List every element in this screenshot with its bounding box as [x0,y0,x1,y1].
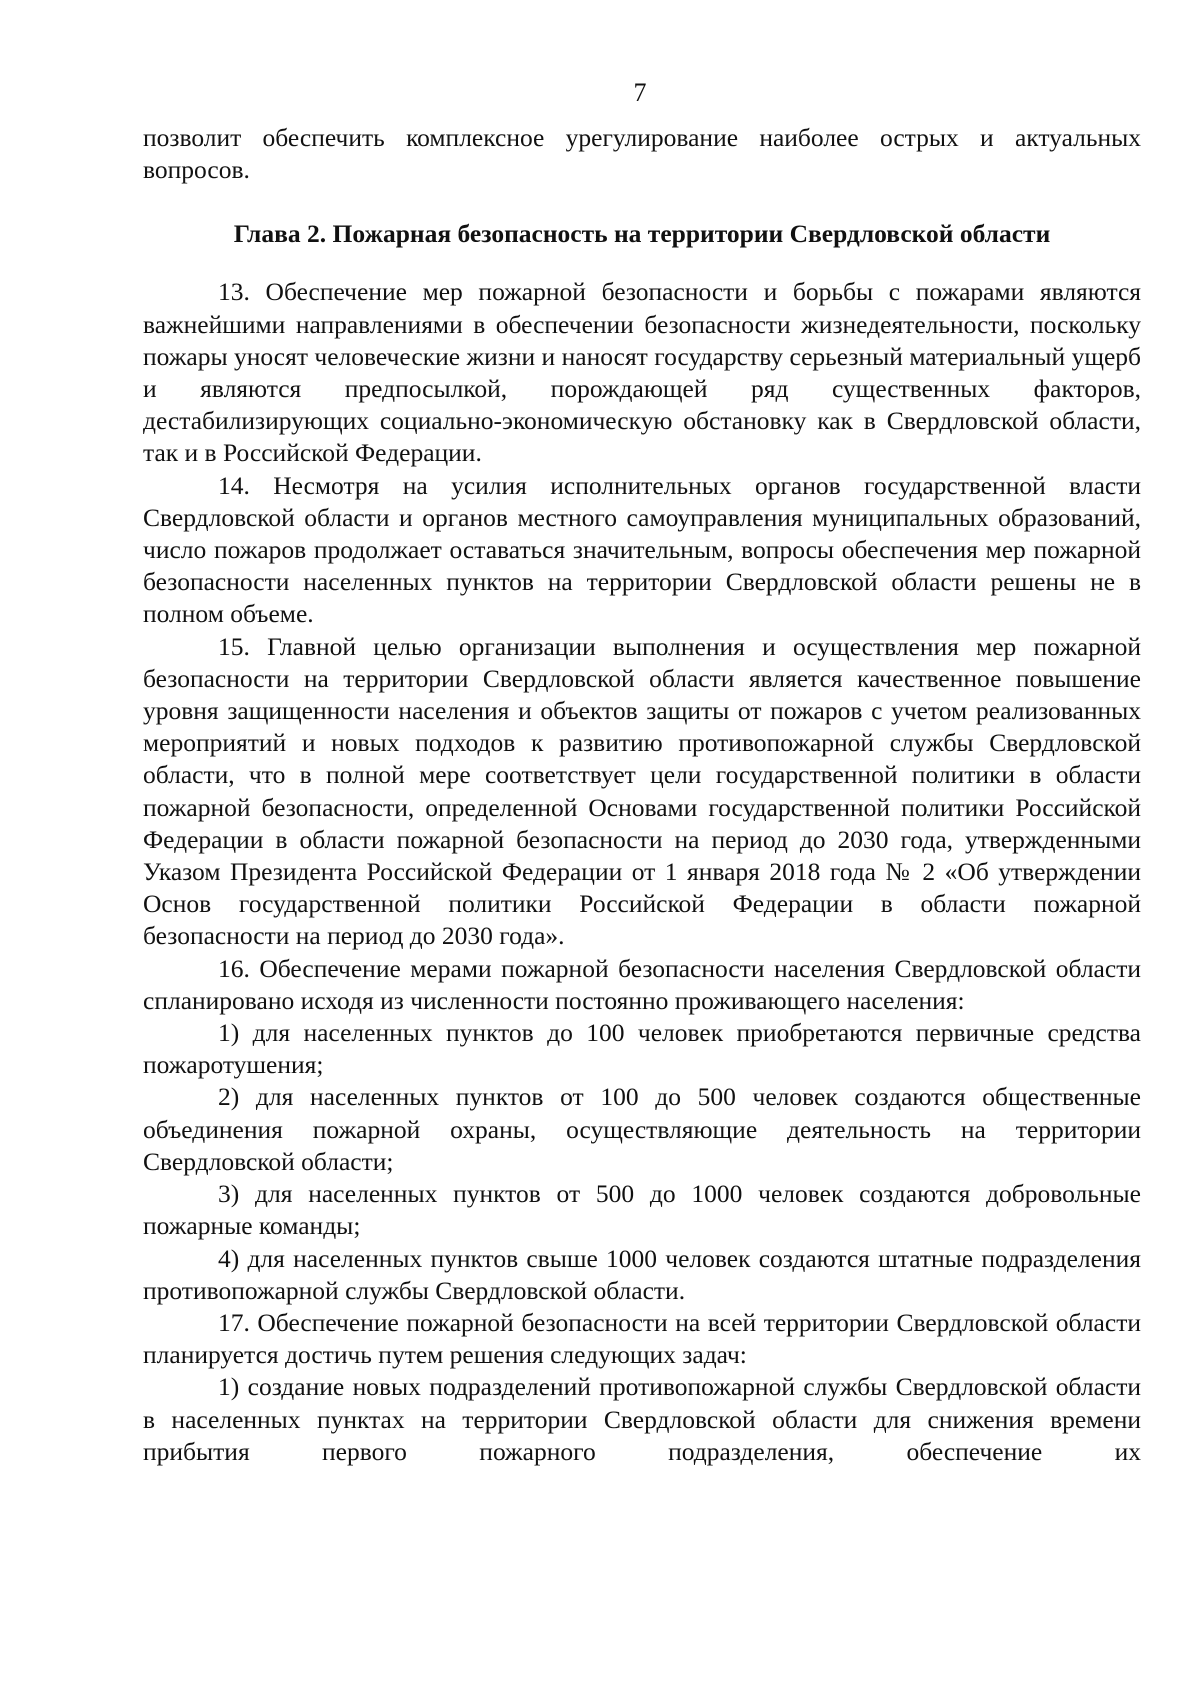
list-item-16-2: 2) для населенных пунктов от 100 до 500 человек создаются общественные объединения пожарной охраны, осуществляющие деятельность на территории Свердловской области; [143,1082,1141,1176]
paragraph-17: 17. Обеспечение пожарной безопасности на всей территории Свердловской области планируется достичь путем решения следующих задач: [143,1307,1141,1370]
paragraph-15: 15. Главной целью организации выполнения и осуществления мер пожарной безопасности на территории Свердловской области является качественное повышение уровня защищенности населения и объектов защиты от пожаров с учетом реализованных мероприятий и новых подходов к развитию противопожарной службы Свердловской области, что в полной мере соответствует цели государственной политики в области пожарной безопасности, определенной Основами государственной политики Российской Федерации в области пожарной безопасности на период до 2030 года, утвержденными Указом Президента Российской Федерации от 1 января 2018 года № 2 «Об утверждении Основ государственной политики Российской Федерации в области пожарной безопасности на период до 2030 года». [143,631,1141,951]
intro-paragraph: позволит обеспечить комплексное урегулирование наиболее острых и актуальных вопросов. [143,123,1141,185]
list-item-16-4: 4) для населенных пунктов свыше 1000 человек создаются штатные подразделения противопожарной службы Свердловской области. [143,1243,1141,1305]
list-item-16-1: 1) для населенных пунктов до 100 человек приобретаются первичные средства пожаротушения; [143,1018,1141,1080]
chapter-heading: Глава 2. Пожарная безопасность на территории Свердловской области [233,219,1051,249]
document-body [143,122,1141,1468]
paragraph-13: 13. Обеспечение мер пожарной безопасности и борьбы с пожарами являются важнейшими направлениями в обеспечении безопасности жизнедеятельности, поскольку пожары уносят человеческие жизни и наносят государству серьезный материальный ущерб и являются предпосылкой, порождающей ряд существенных факторов, дестабилизирующих социально-экономическую обстановку как в Свердловской области, так и в Российской Федерации. [143,277,1141,468]
paragraph-16: 16. Обеспечение мерами пожарной безопасности населения Свердловской области спланировано исходя из численности постоянно проживающего населения: [143,953,1141,1015]
page-number: 7 [633,78,647,107]
list-item-16-3: 3) для населенных пунктов от 500 до 1000 человек создаются добровольные пожарные команды; [143,1179,1141,1241]
list-item-17-1: 1) создание новых подразделений противопожарной службы Свердловской области в населенных пунктах на территории Свердловской области для снижения времени прибытия первого пожарного подразделения, обеспечение их [143,1372,1141,1466]
paragraph-14: 14. Несмотря на усилия исполнительных органов государственной власти Свердловской области и органов местного самоуправления муниципальных образований, число пожаров продолжает оставаться значительным, вопросы обеспечения мер пожарной безопасности населенных пунктов на территории Свердловской области решены не в полном объеме. [143,470,1141,629]
